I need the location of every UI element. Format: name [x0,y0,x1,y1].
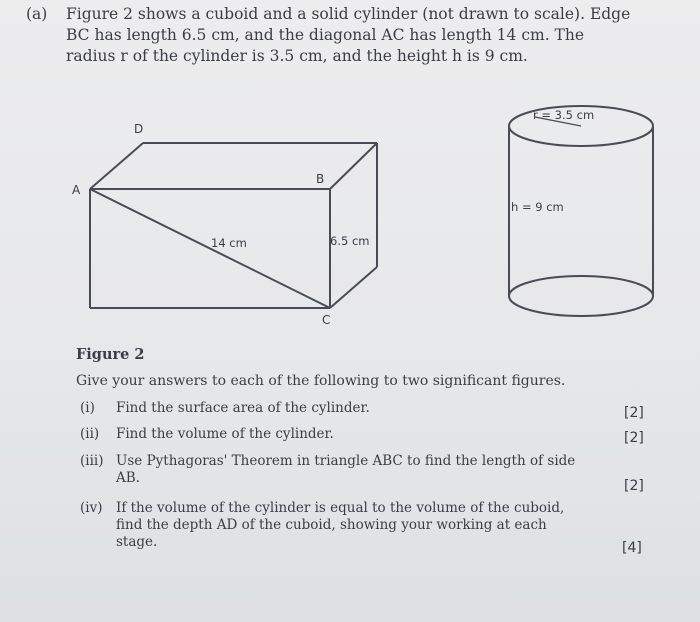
edge-bc-length-label: 6.5 cm [330,234,370,248]
diagonal-length-label: 14 cm [211,236,247,250]
cylinder-radius-label: r = 3.5 cm [533,108,595,122]
vertex-d-label: D [134,122,144,136]
edge-bottom-right [330,267,377,308]
subquestion-number: (iv) [80,500,103,516]
cylinder-height-label: h = 9 cm [511,200,564,214]
diagonal-ac [90,189,330,308]
vertex-a-label: A [72,183,81,197]
subquestion-number: (i) [80,400,95,416]
part-label: (a) [26,5,48,23]
subquestion-text: Use Pythagoras' Theorem in triangle ABC to find the length of side AB. [116,453,576,486]
marks-iv: [4] [622,540,642,556]
subquestion-number: (ii) [80,426,100,442]
edge-b-back [330,143,377,189]
intro-text: Figure 2 shows a cuboid and a solid cylinder (not drawn to scale). Edge BC has length 6.5 cm, and the diagonal AC has length 14 cm. The radius r of the cylinder is 3.5 cm, and the height h is 9 cm. [66,5,631,65]
subquestion-text: Find the surface area of the cylinder. [116,400,370,416]
subquestion-text: Find the volume of the cylinder. [116,426,334,442]
cylinder-base [509,276,653,316]
marks-i: [2] [624,405,644,421]
figure-caption: Figure 2 [76,346,145,363]
subquestion-number: (iii) [80,453,104,469]
vertex-c-label: C [322,313,331,327]
vertex-b-label: B [316,172,325,186]
marks-ii: [2] [624,430,644,446]
subquestion-text: If the volume of the cylinder is equal to the volume of the cuboid, find the depth AD of the cuboid, showing your working at each stage. [116,500,565,550]
marks-iii: [2] [624,478,644,494]
edge-ad [90,143,143,189]
answer-instructions: Give your answers to each of the following to two significant figures. [76,373,566,389]
